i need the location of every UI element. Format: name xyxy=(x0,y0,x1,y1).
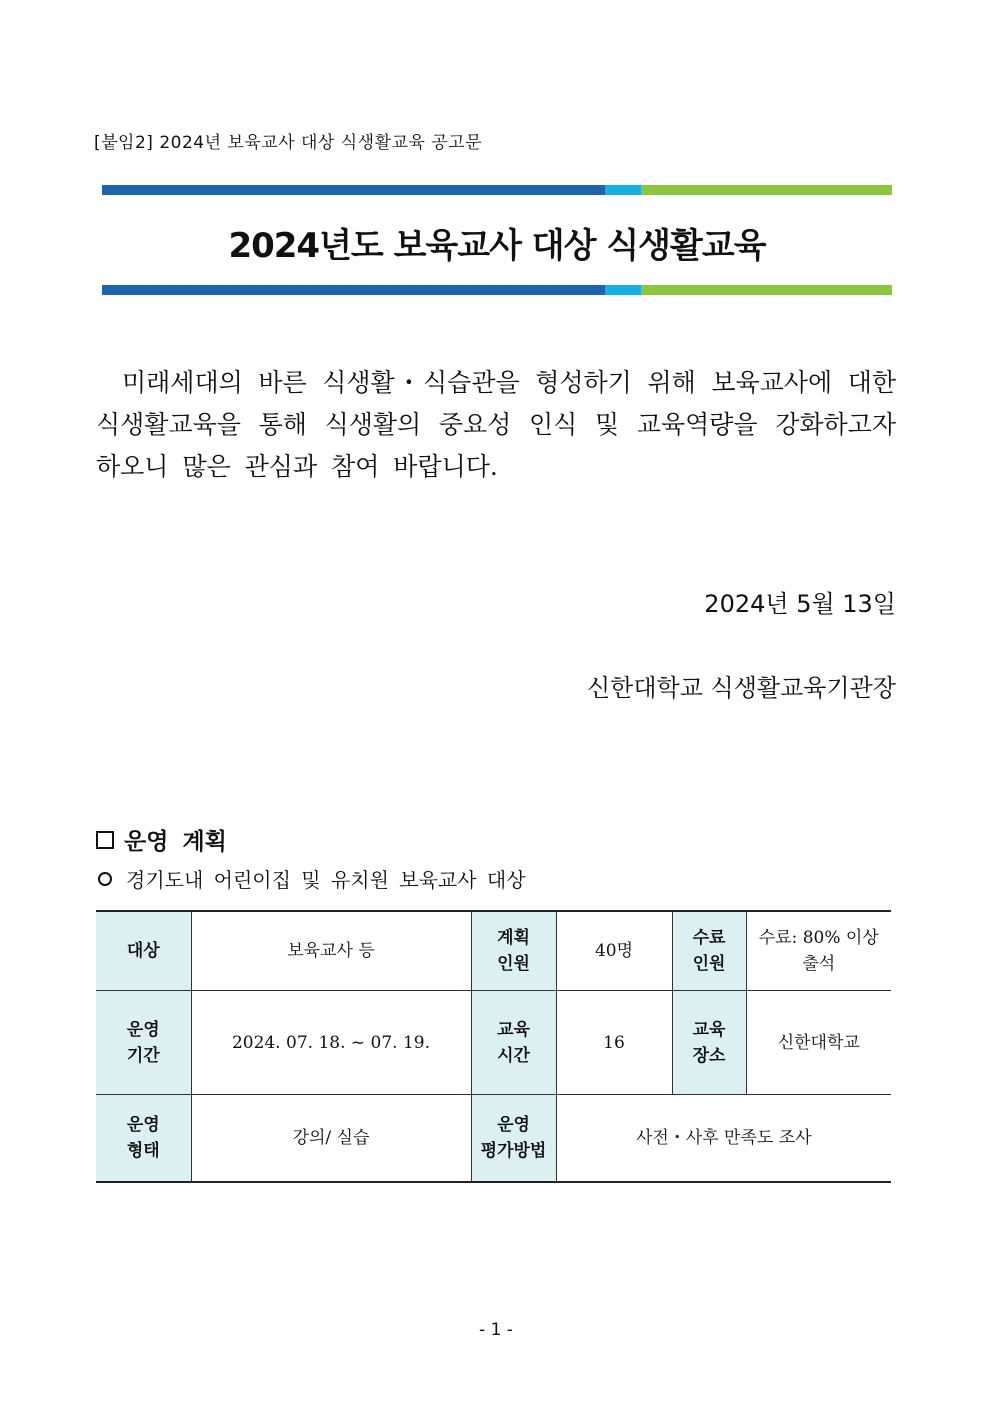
band-cyan-segment xyxy=(605,185,641,195)
attachment-label: [붙임2] 2024년 보육교사 대상 식생활교육 공고문 xyxy=(94,133,483,153)
planned-value-cell: 40명 xyxy=(556,911,672,991)
announcement-date: 2024년 5월 13일 xyxy=(704,590,896,618)
table-row xyxy=(96,991,891,1095)
evaluation-label-cell: 운영 평가방법 xyxy=(471,1095,556,1183)
title-band-bottom xyxy=(102,285,892,295)
title-band-top xyxy=(102,185,892,195)
place-value-cell: 신한대학교 xyxy=(746,991,891,1095)
target-label-cell: 대상 xyxy=(96,911,191,991)
checkbox-square-icon xyxy=(96,831,114,849)
page-number: - 1 - xyxy=(479,1320,513,1340)
completion-value-cell: 수료: 80% 이상 출석 xyxy=(746,911,891,991)
table-row xyxy=(96,1095,891,1183)
circle-bullet-icon xyxy=(98,872,112,886)
band-blue-segment xyxy=(102,285,605,295)
planned-label-cell: 계획 인원 xyxy=(471,911,556,991)
target-value-cell: 보육교사 등 xyxy=(191,911,471,991)
section-heading-label: 운영 계획 xyxy=(124,828,227,855)
section-subheading-label: 경기도내 어린이집 및 유치원 보육교사 대상 xyxy=(126,868,526,892)
hours-value-cell: 16 xyxy=(556,991,672,1095)
section-subheading xyxy=(98,864,526,893)
format-value-cell: 강의/ 실습 xyxy=(191,1095,471,1183)
intro-paragraph: 미래세대의 바른 식생활・식습관을 형성하기 위해 보육교사에 대한 식생활교육을 통해 식생활의 중요성 인식 및 교육역량을 강화하고자 하오니 많은 관심과 참여 바랍니다. xyxy=(96,368,896,481)
band-green-segment xyxy=(641,285,892,295)
format-label-cell: 운영 형태 xyxy=(96,1095,191,1183)
table-row xyxy=(96,911,891,991)
evaluation-value-cell: 사전・사후 만족도 조사 xyxy=(556,1095,891,1183)
period-label-cell: 운영 기간 xyxy=(96,991,191,1095)
band-blue-segment xyxy=(102,185,605,195)
issuing-organization: 신한대학교 식생활교육기관장 xyxy=(586,674,896,702)
place-label-cell: 교육 장소 xyxy=(672,991,746,1095)
period-value-cell: 2024. 07. 18. ~ 07. 19. xyxy=(191,991,471,1095)
hours-label-cell: 교육 시간 xyxy=(471,991,556,1095)
band-cyan-segment xyxy=(605,285,641,295)
section-heading xyxy=(96,823,227,856)
band-green-segment xyxy=(641,185,892,195)
document-title: 2024년도 보육교사 대상 식생활교육 xyxy=(228,226,766,266)
completion-label-cell: 수료 인원 xyxy=(672,911,746,991)
operation-plan-table xyxy=(96,910,891,1183)
